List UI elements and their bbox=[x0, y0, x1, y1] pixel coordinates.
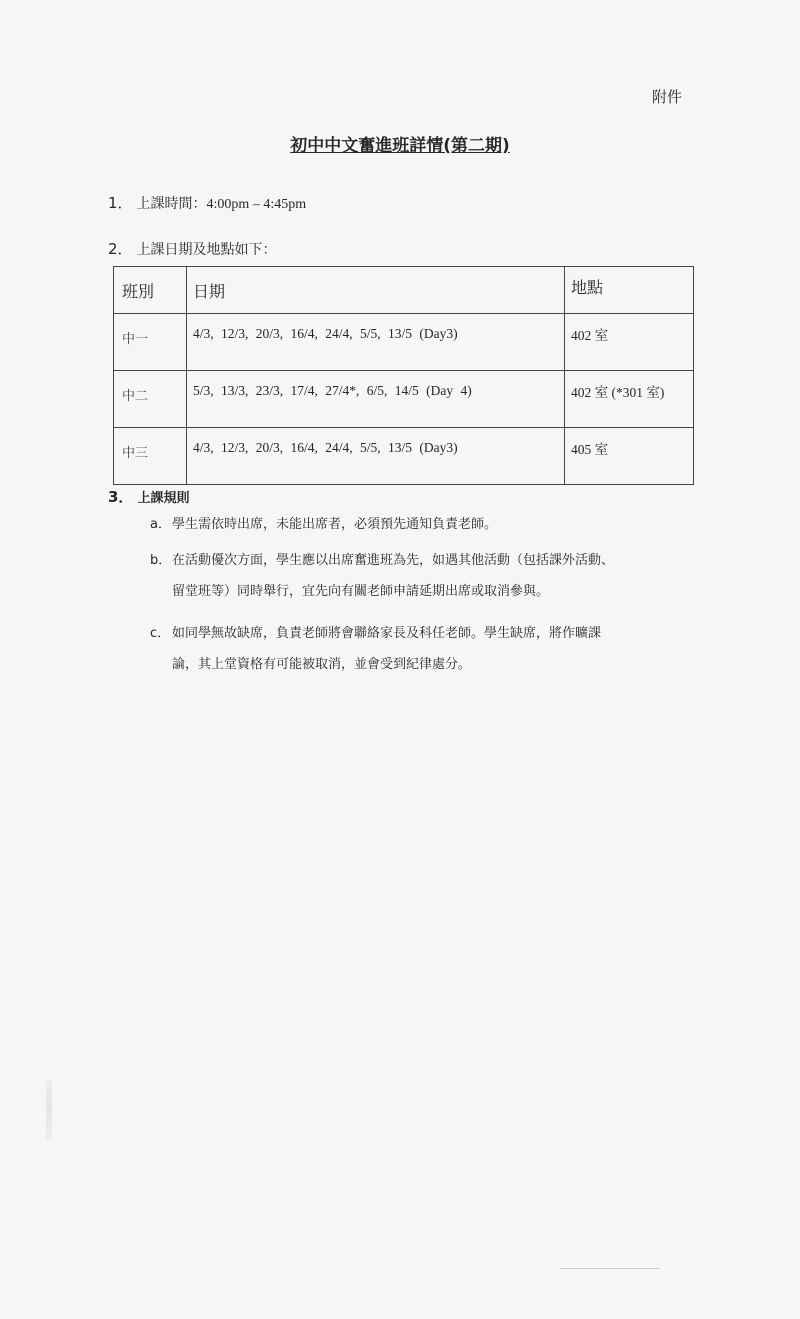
section-number: 3． bbox=[108, 488, 134, 506]
rule-c bbox=[150, 618, 710, 680]
attachment-label: 附件 bbox=[652, 88, 683, 106]
rule-label: a． bbox=[150, 517, 171, 532]
section-number: 2． bbox=[108, 240, 133, 258]
dates-cell: 4/3, 12/3, 20/3, 16/4, 24/4, 5/5, 13/5 (Day3) bbox=[187, 428, 565, 485]
section-class-time bbox=[108, 192, 306, 213]
class-cell: 中一 bbox=[114, 314, 187, 371]
class-cell: 中三 bbox=[114, 428, 187, 485]
dates-cell: 4/3, 12/3, 20/3, 16/4, 24/4, 5/5, 13/5 (Day3) bbox=[187, 314, 565, 371]
venue-cell: 402 室 bbox=[565, 314, 694, 371]
section-class-rules bbox=[108, 486, 189, 507]
table-header-row bbox=[114, 267, 694, 314]
scan-bleed-line bbox=[560, 1268, 660, 1269]
table-row bbox=[114, 314, 694, 371]
section-number: 1． bbox=[108, 194, 133, 212]
document-title: 初中中文奮進班詳情(第二期) bbox=[290, 136, 510, 156]
dates-cell: 5/3, 13/3, 23/3, 17/4, 27/4*, 6/5, 14/5 (Day 4) bbox=[187, 371, 565, 428]
rule-a bbox=[150, 509, 710, 540]
rule-text: 在活動優次方面，學生應以出席奮進班為先，如遇其他活動（包括課外活動、 bbox=[172, 553, 615, 568]
section-dates-venues bbox=[108, 238, 277, 259]
scan-artifact bbox=[46, 1080, 52, 1140]
venue-cell: 405 室 bbox=[565, 428, 694, 485]
header-class: 班別 bbox=[114, 267, 187, 314]
rule-text-continued: 留堂班等）同時舉行，宜先向有關老師申請延期出席或取消參與。 bbox=[172, 584, 550, 599]
table-row bbox=[114, 428, 694, 485]
venue-cell: 402 室 (*301 室) bbox=[565, 371, 694, 428]
section-label: 上課規則 bbox=[137, 491, 190, 506]
rule-text: 如同學無故缺席，負責老師將會聯絡家長及科任老師。學生缺席，將作曠課 bbox=[172, 626, 602, 641]
rule-b bbox=[150, 545, 710, 607]
rule-text-continued: 論，其上堂資格有可能被取消，並會受到紀律處分。 bbox=[172, 657, 472, 672]
schedule-table bbox=[113, 266, 694, 485]
table-row bbox=[114, 371, 694, 428]
header-venue: 地點 bbox=[565, 267, 694, 314]
section-label: 上課時間： bbox=[136, 196, 207, 212]
class-cell: 中二 bbox=[114, 371, 187, 428]
header-dates: 日期 bbox=[187, 267, 565, 314]
section-label: 上課日期及地點如下： bbox=[136, 242, 277, 258]
rule-label: c． bbox=[150, 626, 171, 641]
rule-text: 學生需依時出席，未能出席者，必須預先通知負責老師。 bbox=[172, 517, 498, 532]
rule-label: b． bbox=[150, 553, 172, 568]
class-time-value: 4:00pm – 4:45pm bbox=[206, 197, 307, 212]
